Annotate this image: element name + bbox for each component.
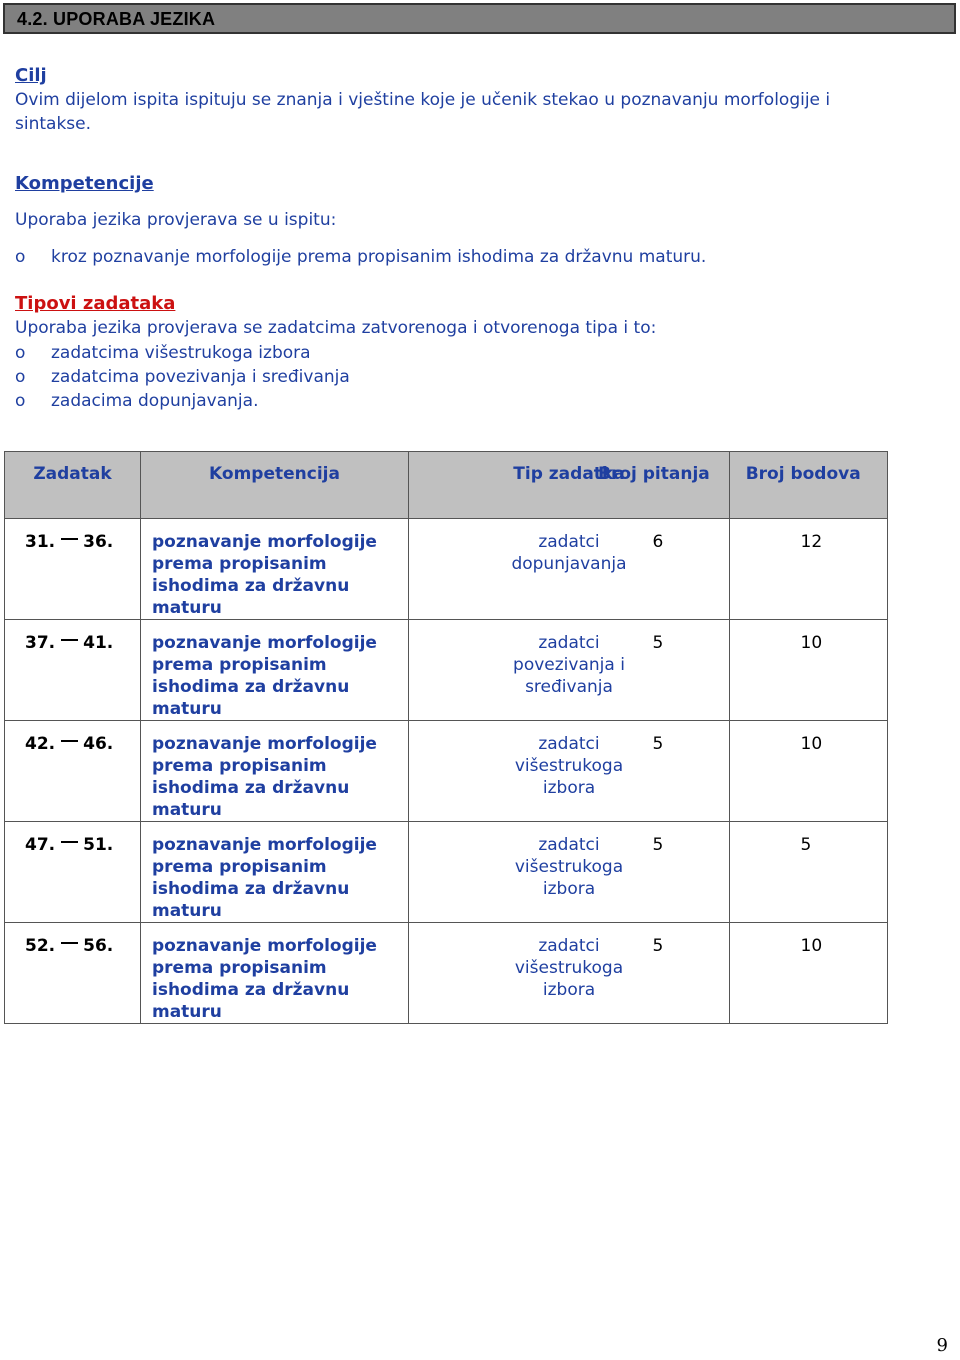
- broj-pitanja: 5: [652, 734, 664, 754]
- section-title-bar: [3, 3, 956, 34]
- range-from: 42.: [25, 734, 56, 754]
- broj-bodova: 10: [800, 936, 823, 956]
- tip-text: zadatci povezivanja i sređivanja: [513, 633, 625, 697]
- range-dash: [61, 538, 78, 540]
- tipovi-item-text: zadatcima višestrukoga izbora: [51, 343, 311, 363]
- range-to: 41.: [83, 633, 114, 653]
- tipovi-heading: Tipovi zadataka: [15, 293, 176, 314]
- range-dash: [61, 841, 78, 843]
- kompetencije-item-text: kroz poznavanje morfologije prema propisanim ishodima za državnu maturu.: [51, 247, 707, 267]
- tipovi-item-text: zadatcima povezivanja i sređivanja: [51, 367, 350, 387]
- range-to: 51.: [83, 835, 114, 855]
- range-to: 56.: [83, 936, 114, 956]
- kompetencija-cell: poznavanje morfologije prema propisanim ishodima za državnu maturu: [141, 519, 409, 620]
- broj-bodova: 5: [800, 835, 812, 855]
- table-row: [5, 721, 888, 822]
- table-header-row: [5, 452, 888, 519]
- header-broj-pitanja-bodova: [598, 452, 888, 519]
- zadatak-range: [5, 822, 141, 923]
- counts-cell: [652, 519, 888, 620]
- broj-pitanja: 5: [652, 633, 664, 653]
- cilj-text: Ovim dijelom ispita ispituju se znanja i vještine koje je učenik stekao u poznavanju morfologije i sintakse.: [15, 90, 831, 134]
- counts-cell: [652, 923, 888, 1024]
- range-to: 36.: [83, 532, 114, 552]
- broj-bodova: 10: [800, 633, 823, 653]
- tip-text: zadatci dopunjavanja: [511, 532, 627, 574]
- bullet-marker: o: [15, 391, 26, 411]
- bullet-marker: o: [15, 367, 26, 387]
- cilj-section: [15, 64, 945, 136]
- broj-bodova: 10: [800, 734, 823, 754]
- kompetencija-cell: poznavanje morfologije prema propisanim ishodima za državnu maturu: [141, 620, 409, 721]
- header-kompetencija: Kompetencija: [141, 452, 409, 519]
- tip-text: zadatci višestrukoga izbora: [514, 835, 624, 899]
- kompetencije-intro: Uporaba jezika provjerava se u ispitu:: [15, 210, 337, 230]
- bullet-marker: o: [15, 343, 26, 363]
- range-dash: [61, 942, 78, 944]
- tip-cell: [409, 923, 730, 1024]
- range-from: 47.: [25, 835, 56, 855]
- kompetencija-cell: poznavanje morfologije prema propisanim ishodima za državnu maturu: [141, 721, 409, 822]
- tip-cell: [409, 721, 730, 822]
- tip-cell: [409, 519, 730, 620]
- broj-pitanja: 5: [652, 835, 664, 855]
- header-broj-pitanja: Broj pitanja: [598, 464, 710, 484]
- broj-bodova: 12: [800, 532, 823, 552]
- counts-cell: [652, 822, 888, 923]
- kompetencije-section: [15, 172, 945, 232]
- header-tip-zadatka: Tip zadatka: [409, 452, 730, 519]
- tip-cell: [409, 822, 730, 923]
- zadatak-range: [5, 923, 141, 1024]
- kompetencije-heading: Kompetencije: [15, 173, 154, 194]
- kompetencija-cell: poznavanje morfologije prema propisanim ishodima za državnu maturu: [141, 923, 409, 1024]
- table-row: [5, 923, 888, 1024]
- tip-text: zadatci višestrukoga izbora: [514, 936, 624, 1000]
- header-zadatak: Zadatak: [5, 452, 141, 519]
- range-dash: [61, 639, 78, 641]
- zadatak-range: [5, 620, 141, 721]
- range-from: 52.: [25, 936, 56, 956]
- kompetencija-cell: poznavanje morfologije prema propisanim ishodima za državnu maturu: [141, 822, 409, 923]
- range-to: 46.: [83, 734, 114, 754]
- table-row: [5, 519, 888, 620]
- counts-cell: [652, 620, 888, 721]
- zadatak-range: [5, 519, 141, 620]
- range-dash: [61, 740, 78, 742]
- table-row: [5, 620, 888, 721]
- bullet-marker: o: [15, 247, 26, 267]
- broj-pitanja: 6: [652, 532, 664, 552]
- header-broj-bodova: Broj bodova: [745, 464, 861, 484]
- range-from: 37.: [25, 633, 56, 653]
- section-title: 4.2. UPORABA JEZIKA: [17, 9, 216, 29]
- table-row: [5, 822, 888, 923]
- tipovi-item-text: zadacima dopunjavanja.: [51, 391, 259, 411]
- broj-pitanja: 5: [652, 936, 664, 956]
- tip-text: zadatci višestrukoga izbora: [514, 734, 624, 798]
- cilj-heading: Cilj: [15, 65, 47, 86]
- page-number: 9: [936, 1335, 948, 1356]
- tip-cell: [409, 620, 730, 721]
- counts-cell: [652, 721, 888, 822]
- tipovi-section: [15, 292, 945, 340]
- tipovi-intro: Uporaba jezika provjerava se zadatcima zatvorenoga i otvorenoga tipa i to:: [15, 318, 657, 338]
- zadatak-range: [5, 721, 141, 822]
- range-from: 31.: [25, 532, 56, 552]
- ispit-table: [4, 451, 888, 1024]
